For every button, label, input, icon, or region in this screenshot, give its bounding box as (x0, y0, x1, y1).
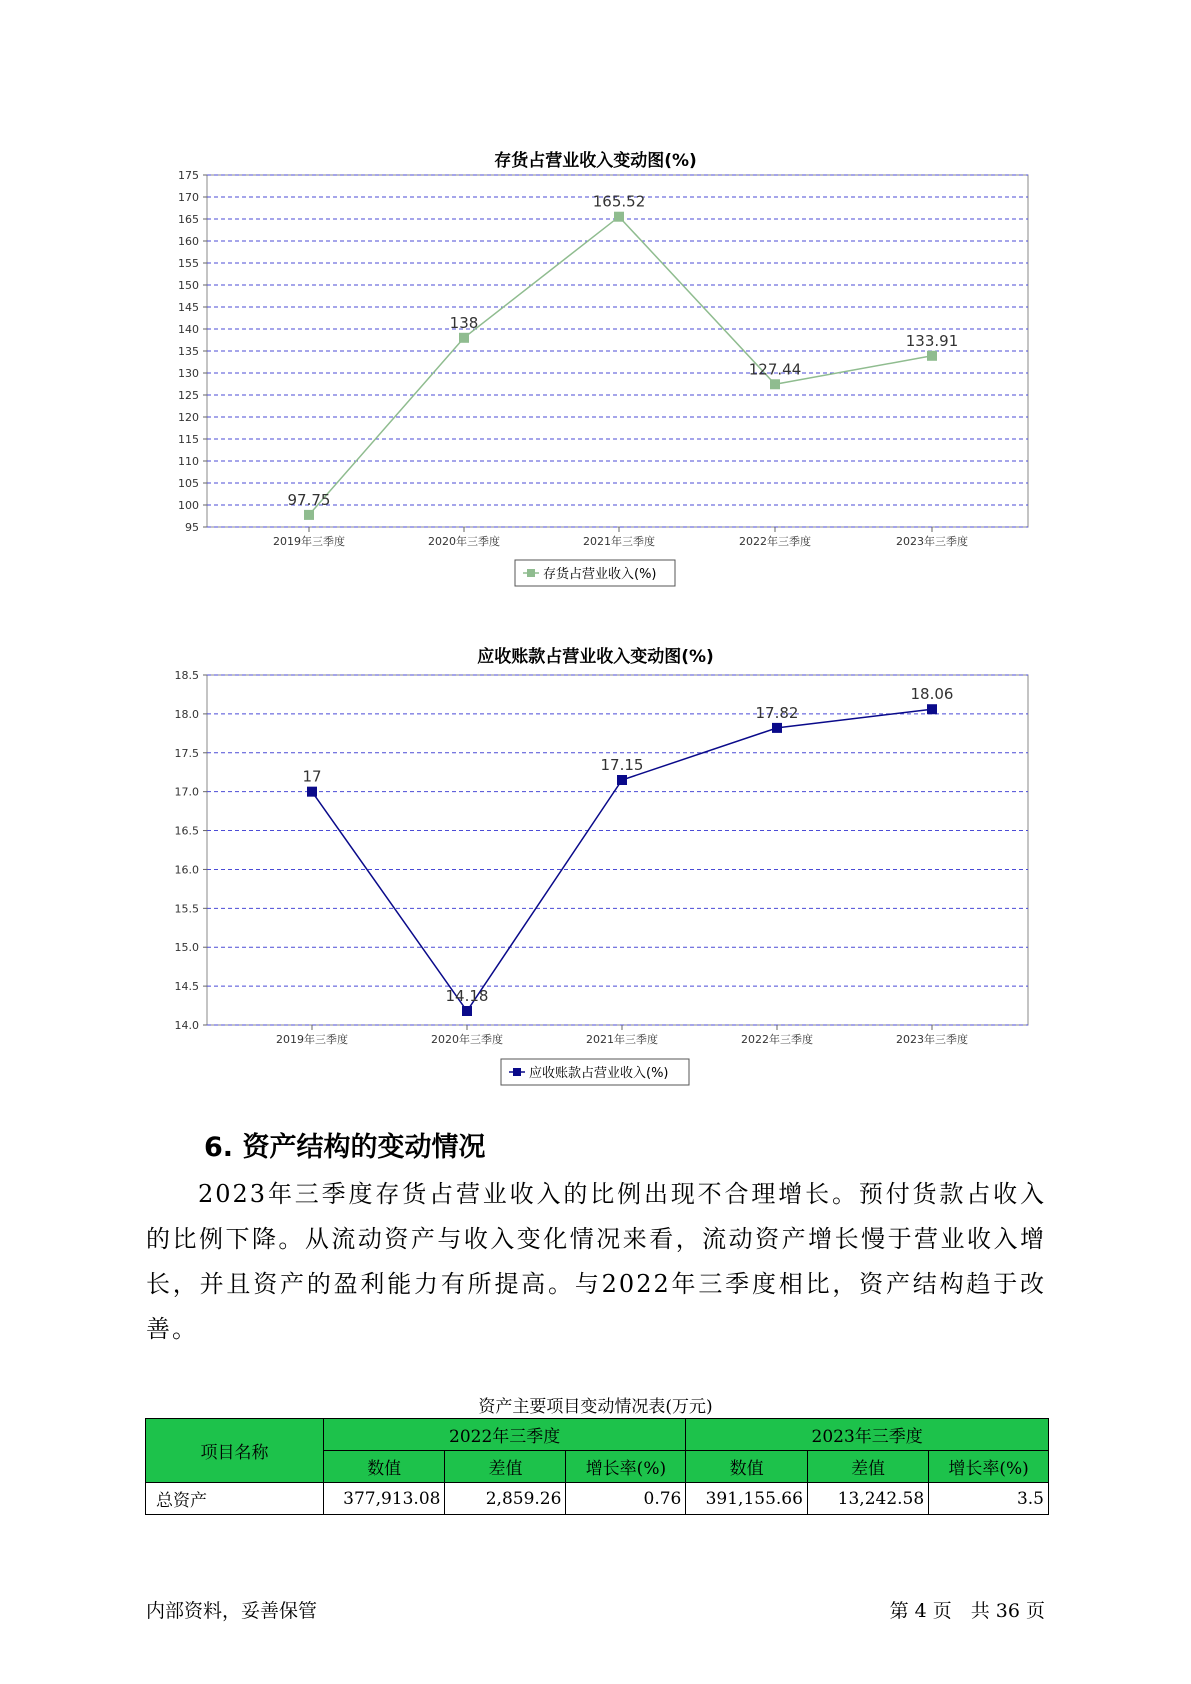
row-rate-2023: 3.5 (929, 1483, 1049, 1515)
plot-area (207, 675, 1028, 1025)
legend-marker (513, 1068, 521, 1076)
data-label: 17.82 (755, 703, 799, 722)
y-tick-label: 16.0 (174, 863, 199, 877)
data-point (462, 1006, 472, 1016)
analysis-paragraph: 2023年三季度存货占营业收入的比例出现不合理增长。预付货款占收入的比例下降。从流动资产与收入变化情况来看，流动资产增长慢于营业收入增长，并且资产的盈利能力有所提高。与2022年三季度相比，资产结构趋于改善。 (146, 1180, 1046, 1343)
inventory-chart (0, 165, 1191, 595)
x-tick-label: 2023年三季度 (896, 535, 968, 548)
data-point (614, 212, 624, 222)
data-label: 97.75 (287, 490, 331, 509)
y-tick-label: 110 (178, 455, 199, 468)
data-label: 17.15 (600, 756, 644, 774)
y-tick-label: 115 (178, 433, 199, 446)
y-tick-label: 120 (178, 411, 199, 424)
data-point (617, 775, 627, 785)
y-tick-label: 135 (178, 345, 199, 358)
header-value-2022: 数值 (323, 1451, 445, 1483)
receivables-chart-title: 应收账款占营业收入变动图(%) (477, 647, 714, 667)
data-point (927, 351, 937, 361)
y-tick-label: 18.5 (174, 669, 199, 682)
data-label: 14.18 (445, 987, 489, 1005)
x-tick-label: 2019年三季度 (273, 535, 345, 548)
y-tick-label: 16.5 (174, 824, 199, 838)
row-diff-2023: 13,242.58 (807, 1483, 928, 1515)
footer-confidential: 内部资料，妥善保管 (146, 1600, 318, 1622)
x-tick-label: 2022年三季度 (739, 535, 811, 548)
x-tick-label: 2021年三季度 (583, 535, 655, 548)
y-tick-label: 130 (178, 367, 199, 380)
header-rate-2023: 增长率(%) (929, 1451, 1049, 1483)
y-tick-label: 15.5 (174, 902, 199, 916)
data-point (927, 704, 937, 714)
y-tick-label: 18.0 (174, 707, 199, 721)
data-point (304, 510, 314, 520)
y-tick-label: 160 (178, 235, 199, 248)
data-point (772, 723, 782, 733)
x-tick-label: 2019年三季度 (276, 1033, 348, 1046)
y-tick-label: 165 (178, 213, 199, 226)
data-point (459, 333, 469, 343)
row-rate-2022: 0.76 (566, 1483, 686, 1515)
x-tick-label: 2020年三季度 (428, 535, 500, 548)
row-value-2022: 377,913.08 (323, 1483, 445, 1515)
table-row (146, 1483, 1049, 1515)
inventory-chart-title: 存货占营业收入变动图(%) (494, 151, 697, 171)
legend-label: 应收账款占营业收入(%) (529, 1066, 669, 1081)
legend-marker (527, 569, 535, 577)
y-tick-label: 170 (178, 191, 199, 204)
data-label: 18.06 (910, 685, 954, 704)
header-period-2022: 2022年三季度 (323, 1419, 685, 1451)
x-tick-label: 2022年三季度 (741, 1033, 813, 1046)
y-tick-label: 150 (178, 279, 199, 292)
footer-page-number: 第 4 页 共 36 页 (889, 1600, 1045, 1622)
row-diff-2022: 2,859.26 (445, 1483, 566, 1515)
row-value-2023: 391,155.66 (686, 1483, 808, 1515)
header-diff-2023: 差值 (807, 1451, 928, 1483)
data-label: 133.91 (905, 331, 959, 350)
x-tick-label: 2020年三季度 (431, 1033, 503, 1046)
y-tick-label: 95 (185, 521, 199, 534)
data-label: 127.44 (748, 360, 802, 379)
y-tick-label: 105 (178, 477, 199, 490)
y-tick-label: 145 (178, 301, 199, 314)
data-point (770, 379, 780, 389)
y-tick-label: 17.0 (174, 785, 199, 799)
header-value-2023: 数值 (686, 1451, 808, 1483)
data-label: 17 (302, 767, 322, 786)
data-point (307, 787, 317, 797)
table-caption: 资产主要项目变动情况表(万元) (478, 1397, 713, 1417)
receivables-chart (0, 660, 1191, 1090)
data-label: 165.52 (592, 192, 646, 211)
y-tick-label: 125 (178, 389, 199, 402)
y-tick-label: 17.5 (174, 746, 199, 760)
header-diff-2022: 差值 (445, 1451, 566, 1483)
header-period-2023: 2023年三季度 (686, 1419, 1049, 1451)
y-tick-label: 155 (178, 257, 199, 270)
x-tick-label: 2023年三季度 (896, 1033, 968, 1046)
asset-change-table (145, 1418, 1049, 1515)
header-rate-2022: 增长率(%) (566, 1451, 686, 1483)
data-label: 138 (449, 313, 479, 332)
plot-area (207, 175, 1028, 527)
section-heading: 6. 资产结构的变动情况 (204, 1132, 486, 1163)
y-tick-label: 14.5 (174, 980, 199, 994)
y-tick-label: 100 (178, 499, 199, 512)
header-item-name: 项目名称 (146, 1419, 324, 1483)
y-tick-label: 15.0 (174, 941, 199, 955)
y-tick-label: 14.0 (174, 1019, 199, 1032)
x-tick-label: 2021年三季度 (586, 1033, 658, 1046)
y-tick-label: 140 (178, 323, 199, 336)
y-tick-label: 175 (178, 169, 199, 182)
row-name: 总资产 (146, 1483, 324, 1515)
legend-label: 存货占营业收入(%) (543, 567, 657, 582)
